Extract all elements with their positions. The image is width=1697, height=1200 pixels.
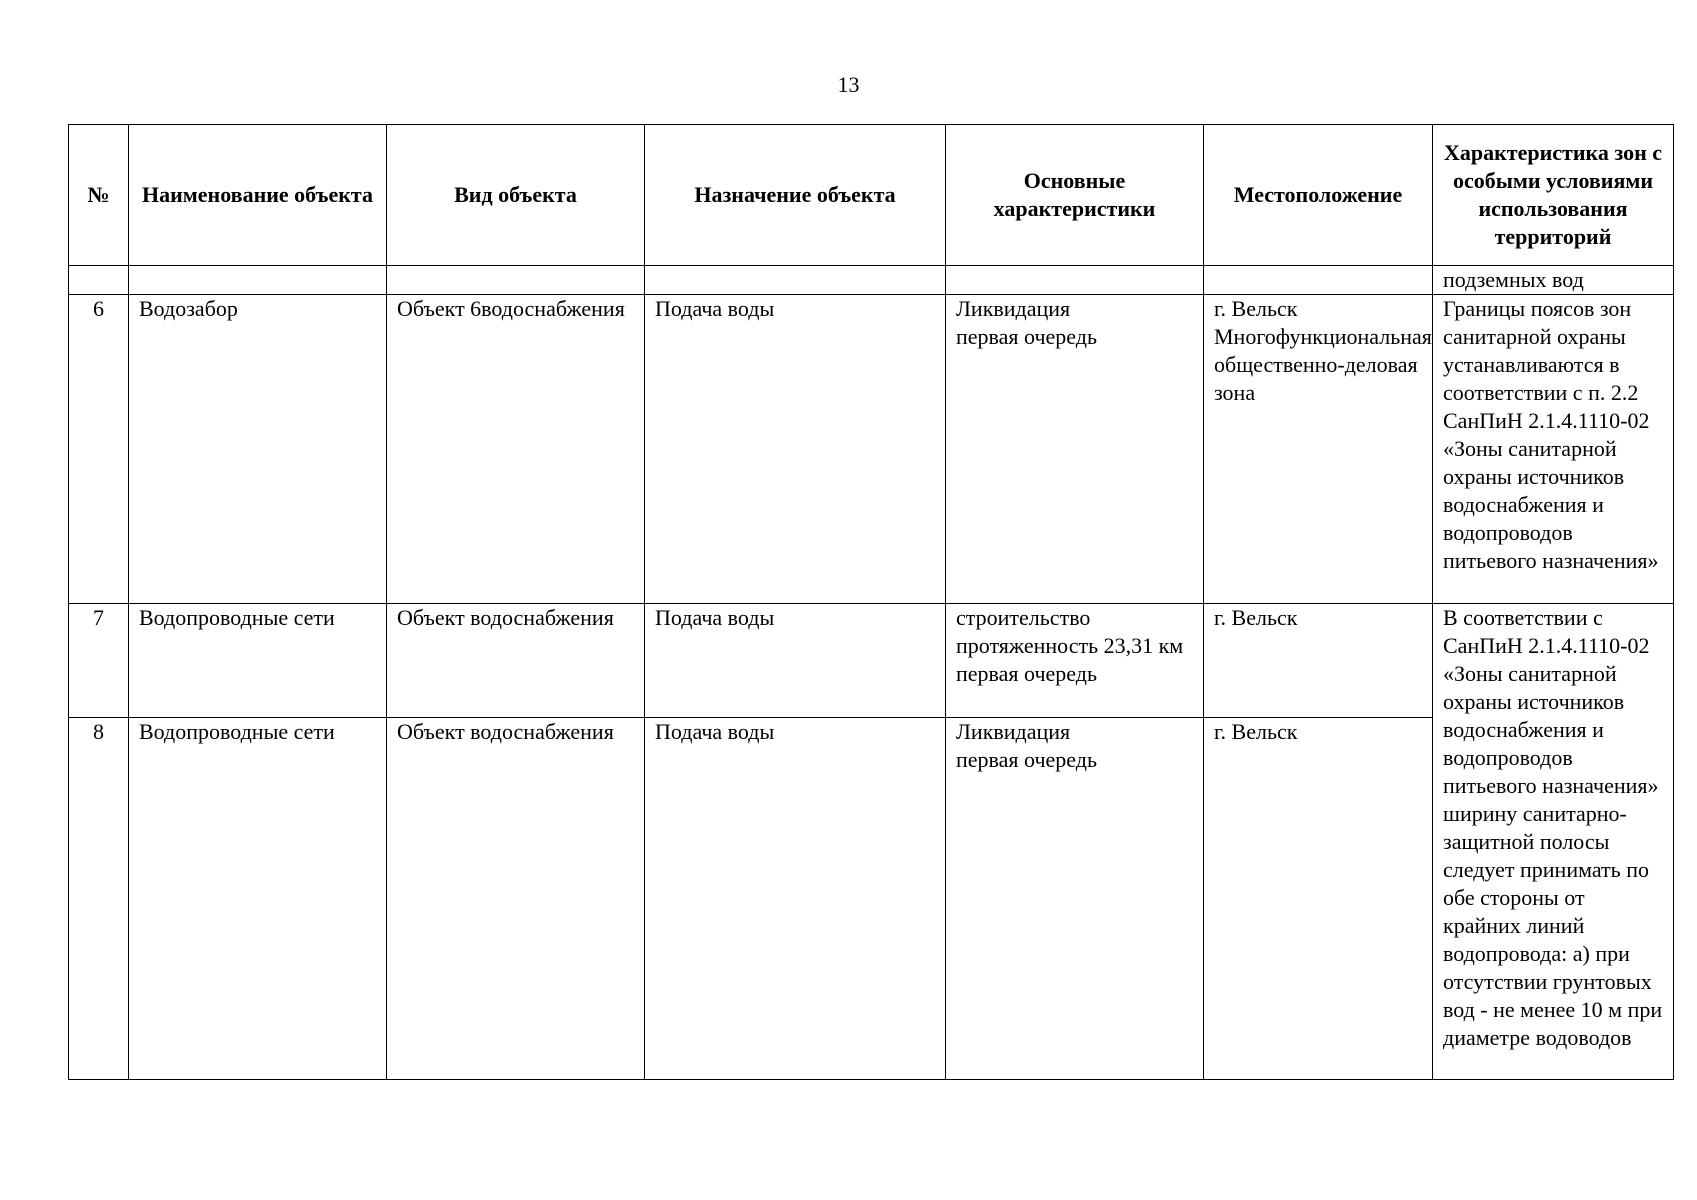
page-number: 13 (837, 72, 860, 97)
header-num: № (69, 125, 129, 266)
table-header-row (69, 125, 1674, 266)
cell-purpose: Подача воды (645, 604, 946, 718)
cell-purpose: Подача воды (645, 718, 946, 1080)
header-main-characteristics: Основные характеристики (946, 125, 1204, 266)
cell-num: 7 (69, 604, 129, 718)
cell-main-characteristics: Ликвидация первая очередь (946, 295, 1204, 604)
cell-name: Водопроводные сети (129, 604, 387, 718)
cell-purpose: Подача воды (645, 295, 946, 604)
cell-empty (69, 266, 129, 295)
cell-empty (1204, 266, 1433, 295)
cell-main-characteristics: Ликвидация первая очередь (946, 718, 1204, 1080)
cell-empty (387, 266, 645, 295)
table-row (69, 604, 1674, 718)
header-type: Вид объекта (387, 125, 645, 266)
cell-location: г. Вельск Многофункциональная общественно-деловая зона (1204, 295, 1433, 604)
cell-num: 6 (69, 295, 129, 604)
header-location: Местоположение (1204, 125, 1433, 266)
cell-empty (129, 266, 387, 295)
cell-zones: подземных вод (1433, 266, 1674, 295)
cell-name: Водозабор (129, 295, 387, 604)
objects-table (68, 124, 1674, 1080)
table-row-continuation (69, 266, 1674, 295)
cell-type: Объект водоснабжения (387, 718, 645, 1080)
table-row (69, 295, 1674, 604)
cell-zones: Границы поясов зон санитарной охраны устанавливаются в соответствии с п. 2.2 СанПиН 2.1.4.1110-02 «Зоны санитарной охраны источников водоснабжения и водопроводов питьевого назначения» (1433, 295, 1674, 604)
cell-num: 8 (69, 718, 129, 1080)
cell-type: Объект 6водоснабжения (387, 295, 645, 604)
cell-empty (946, 266, 1204, 295)
cell-empty (645, 266, 946, 295)
cell-location: г. Вельск (1204, 604, 1433, 718)
cell-name: Водопроводные сети (129, 718, 387, 1080)
cell-main-characteristics: строительство протяженность 23,31 км первая очередь (946, 604, 1204, 718)
header-purpose: Назначение объекта (645, 125, 946, 266)
cell-type: Объект водоснабжения (387, 604, 645, 718)
header-name: Наименование объекта (129, 125, 387, 266)
cell-location: г. Вельск (1204, 718, 1433, 1080)
cell-zones: В соответствии с СанПиН 2.1.4.1110-02 «Зоны санитарной охраны источников водоснабжения и водопроводов питьевого назначения» ширину санитарно-защитной полосы следует принимать по обе стороны от крайних линий водопровода: а) при отсутствии грунтовых вод - не менее 10 м при диаметре водоводов (1433, 604, 1674, 1080)
header-zones: Характеристика зон с особыми условиями использования территорий (1433, 125, 1674, 266)
